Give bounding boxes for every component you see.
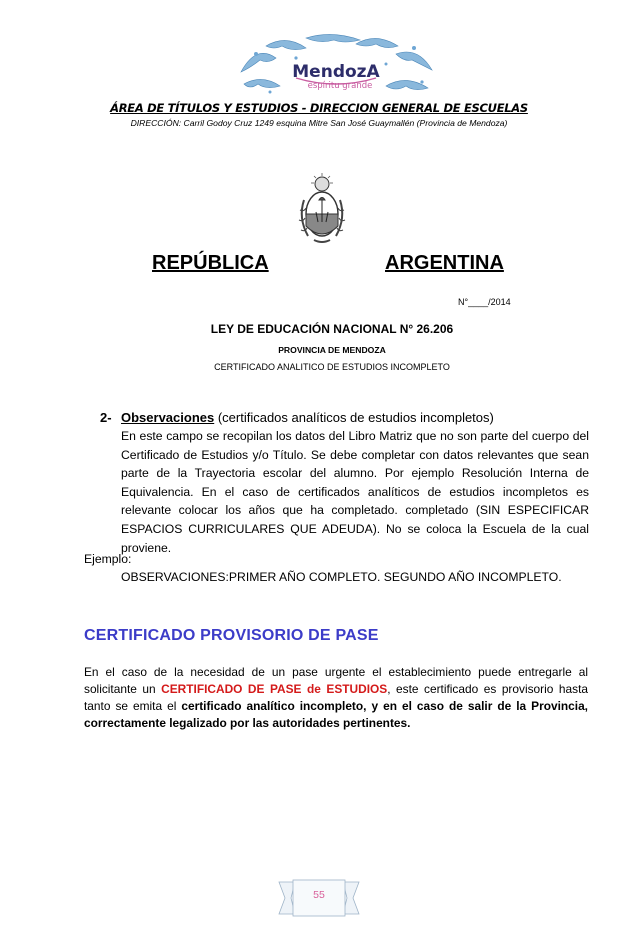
section-bold-text: certificado analítico incompleto, y en el caso de salir de la Provincia, correctamente legalizado por las autoridades pertinentes. xyxy=(84,699,588,730)
coat-of-arms-icon xyxy=(290,170,354,250)
example-text: OBSERVACIONES:PRIMER AÑO COMPLETO. SEGUNDO AÑO INCOMPLETO. xyxy=(121,570,562,584)
observations-number: 2- xyxy=(100,410,112,425)
department-address: DIRECCIÓN: Carril Godoy Cruz 1249 esquina Mitre San José Guaymallén (Provincia de Mendoza) xyxy=(130,118,508,128)
observations-heading: Observaciones xyxy=(121,410,215,425)
example-label: Ejemplo: xyxy=(84,552,132,566)
observations-heading-line xyxy=(121,410,494,425)
section-text-2: , este certificado es provisorio hasta tanto se emita el xyxy=(84,682,588,713)
department-title: ÁREA DE TÍTULOS Y ESTUDIOS - DIRECCION GENERAL DE ESCUELAS xyxy=(110,101,528,115)
argentina-heading: ARGENTINA xyxy=(385,252,504,274)
province-name: PROVINCIA DE MENDOZA xyxy=(278,345,386,355)
section-text-1: En el caso de la necesidad de un pase urgente el establecimiento puede entregarle al solicitante un xyxy=(84,665,588,696)
observations-heading-rest: (certificados analíticos de estudios incompletos) xyxy=(214,410,494,425)
section-body xyxy=(84,664,588,732)
page-number: 55 xyxy=(313,889,325,901)
republica-heading: REPÚBLICA xyxy=(152,252,269,274)
logo-wordmark: MendozA xyxy=(292,62,380,82)
certificate-type: CERTIFICADO ANALITICO DE ESTUDIOS INCOMPLETO xyxy=(214,362,450,372)
logo-tagline: espíritu grande xyxy=(307,81,373,91)
observations-body: En este campo se recopilan los datos del Libro Matriz que no son parte del cuerpo del Certificado de Estudios y/o Título. Se debe completar con datos relevantes que sean parte de la Trayectoria escolar del alumno. Por ejemplo Resolución Interna de Equivalencia. En el caso de certificados analíticos de estudios incompletos es relevante colocar los años que ha completado. completado (SIN ESPECIFICAR ESPACIOS CURRICULARES QUE ADEUDA). No se coloca la Escuela de la cual proviene. xyxy=(121,429,589,555)
highlighted-term: CERTIFICADO DE PASE de ESTUDIOS xyxy=(161,682,388,696)
section-heading: CERTIFICADO PROVISORIO DE PASE xyxy=(84,627,379,644)
law-title: LEY DE EDUCACIÓN NACIONAL N° 26.206 xyxy=(210,322,454,336)
mendoza-logo xyxy=(236,34,436,100)
certificate-number: N°____/2014 xyxy=(458,297,511,307)
